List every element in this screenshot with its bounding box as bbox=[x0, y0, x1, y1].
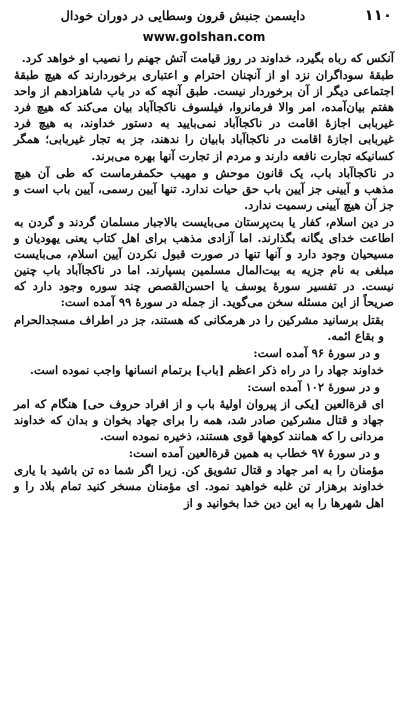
intro-surah-102: و در سورهٔ ۱۰۲ آمده است: bbox=[247, 379, 380, 394]
intro-surah-96: و در سورهٔ ۹۶ آمده است: bbox=[253, 345, 380, 360]
page-header bbox=[18, 6, 392, 28]
running-title: دایسمن جنبش قرون وسطایی در دوران خودال bbox=[60, 8, 306, 23]
paragraph-merchants: طبقهٔ سوداگران نزد او از آنچنان احترام و اعتباری برخوردارند که هیچ طبقهٔ اجتماعی دیگر از آن برخوردار نیست. طبق آنچه که در باب شاهزادهم از واحد هفتم بیان‌آمده، امر والا فرمانروا، فیلسوف ناکجاآباد بیان می‌کند که هیچ فرد غیربابی اجازهٔ اقامت در ناکجاآباد نمی‌بایید به دستور خداوند، به هیچ فرد غیربابی اجازهٔ اقامت در ناکجاآباد بابیان را ندهند، جز به تجار غیربابی؛ همگر کسانیکه تجارت نافعه دارند و مردم از تجارت آنها بهره می‌برند. bbox=[14, 68, 394, 163]
website-url[interactable]: www.golshan.com bbox=[142, 30, 266, 44]
quote-surah-99: بقتل برسانید مشرکین را در هرمکانی که هستند، جز در اطراف مسجدالحرام و بقاع ائمه. bbox=[14, 312, 384, 343]
page-number: ۱۱۰ bbox=[364, 6, 392, 24]
page-body bbox=[14, 50, 394, 511]
intro-surah-97: و در سورهٔ ۹۷ خطاب به همین قرةالعین آمده است: bbox=[128, 446, 380, 461]
quote-surah-102: ای قرةالعین [یکی از پیروان اولیهٔ باب و از افراد حروف حی] هنگام که امر جهاد و قتال مشرکین صادر شد، همه را برای جهاد بخوان و بدان که خداوند مردانی را که همانند کوهها قوی هستند، ذخیره نموده است. bbox=[14, 396, 384, 444]
paragraph-islam-comparison: در دین اسلام، کفار یا بت‌پرستان می‌بایست بالاجبار مسلمان گردند و گردن به اطاعت خدای یگانه بگذارند. اما آزادی مذهب برای اهل کتاب یعنی یهودیان و مسیحیان وجود دارد و آنها تنها در صورت قبول نکردن آیین اسلام، می‌بایست مبلغی به نام جزیه به بیت‌المال مسلمین بسپارند. اما در ناکجاآباد باب چنین نیست. در تفسیر سورهٔ یوسف یا احسن‌القصص چند سوره وجود دارد که صریحاً از این مسئله سخن می‌گوید. از جمله در سورهٔ ۹۹ آمده است: bbox=[14, 214, 394, 310]
quote-surah-96: خداوند جهاد را در راه ذکر اعظم [باب] برتمام انسانها واجب نموده است. bbox=[29, 362, 384, 377]
paragraph-usury: آنکس که رباه بگیرد، خداوند در روز قیامت آتش جهنم را نصیب او خواهد کرد. bbox=[21, 51, 394, 65]
quote-surah-97: مؤمنان را به امر جهاد و قتال تشویق کن. زیرا اگر شما ده تن باشید با یاری خداوند برهزار تن غلبه خواهید نمود. ای مؤمنان مسخر کنید تمام بلاد را و اهل شهرها را به این دین خدا بخوانید و از bbox=[14, 463, 384, 510]
paragraph-religion-law: در ناکجاآباد باب، یک قانون موحش و مهیب حکمفرماست که طی آن هیچ مذهب و آیینی جز آیین باب حق حیات ندارد. تنها آیین رسمی، آیین باب است و جز آن هیچ آیینی رسمیت ندارد. bbox=[14, 165, 394, 212]
